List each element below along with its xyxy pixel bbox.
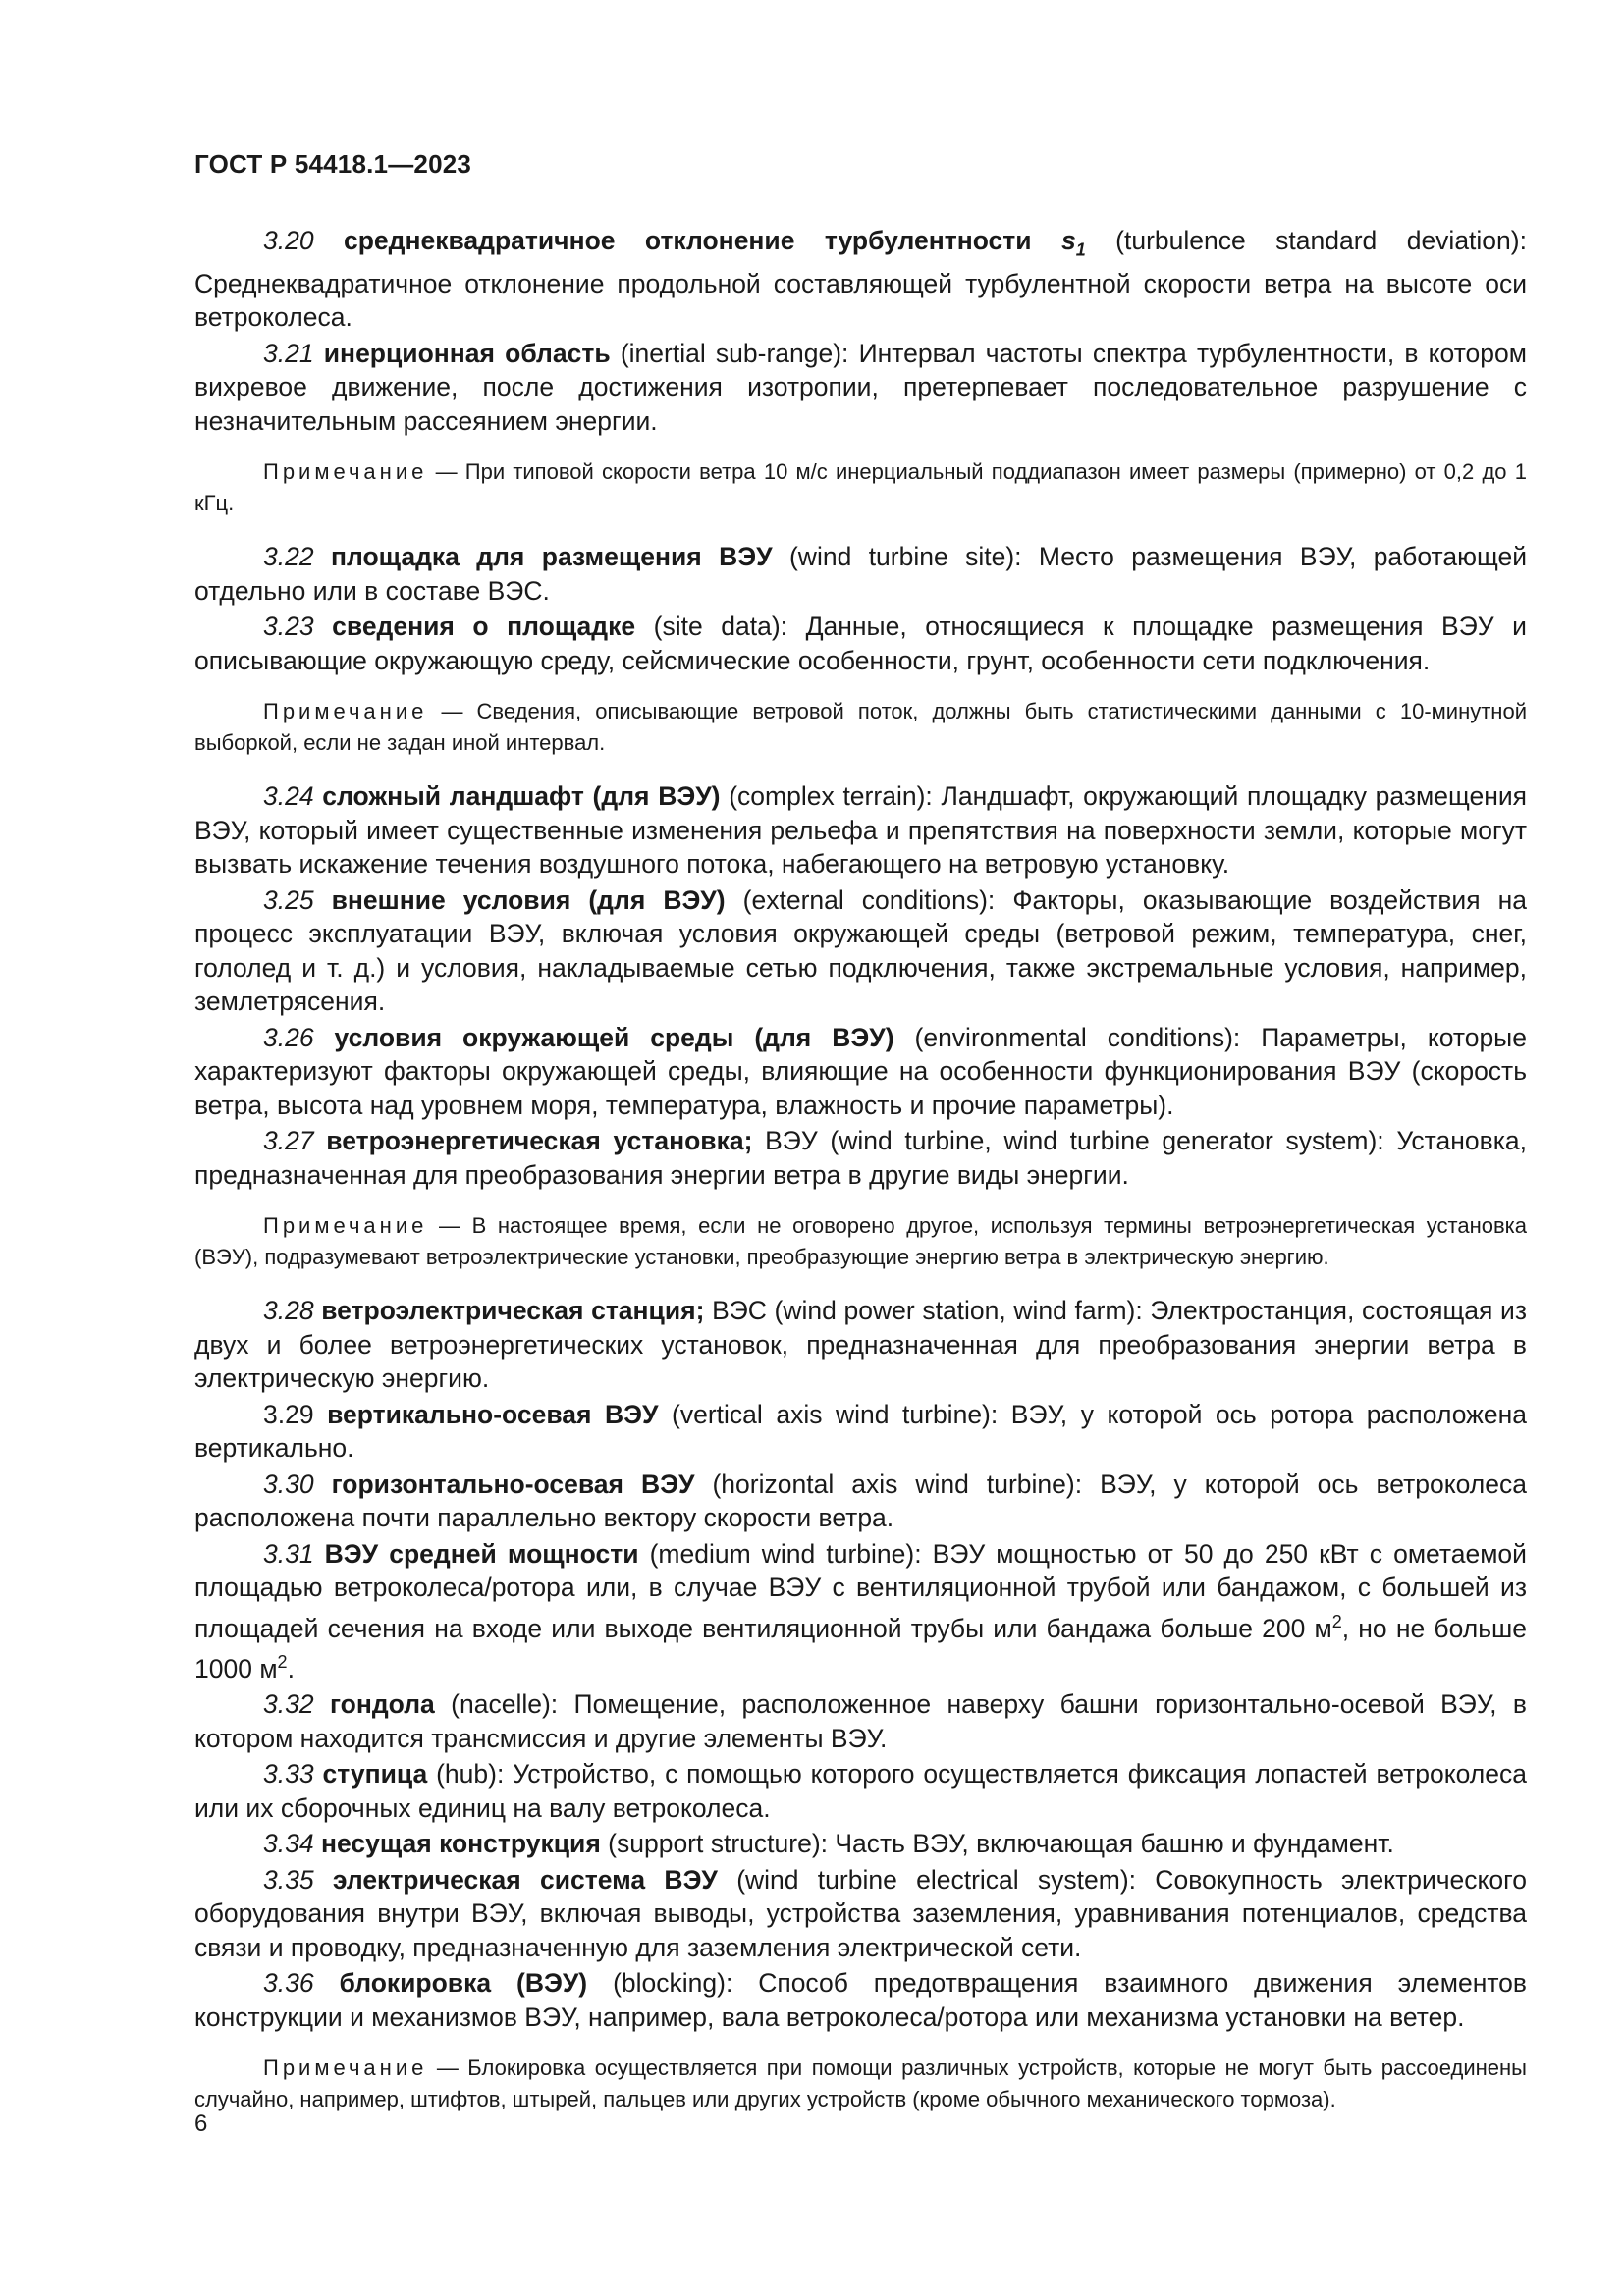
term-title: сведения о площадке [332, 612, 636, 642]
note-text: — Блокировка осуществляется при помощи различных устройств, которые не могут быть рассоединены случайно, например, штифтов, штырей, пальцев или других устройств (кроме обычного механического тормоза). [194, 2056, 1527, 2112]
term-definition: (medium wind turbine): ВЭУ мощностью от 50 до 250 кВт с ометаемой площадью ветроколеса/ротора или, в случае ВЭУ с вентиляционной трубой или бандажом, с большей из площадей сечения на входе или выходе вентиляционной трубы или бандажа больше 200 м [194, 1538, 1527, 1643]
term-title: ВЭУ средней мощности [324, 1538, 639, 1569]
term-title: внешние условия (для ВЭУ) [331, 884, 726, 915]
term-number: 3.27 [263, 1126, 314, 1156]
term-number: 3.24 [263, 781, 314, 812]
term-number: 3.29 [263, 1399, 314, 1429]
note-label: Примечание [263, 1213, 428, 1239]
term-title: несущая конструкция [320, 1829, 601, 1859]
term-definition: (turbulence standard deviation): Среднеквадратичное отклонение продольной составляющей турбулентной скорости ветра на высоте оси ветроколеса. [194, 226, 1527, 333]
term-definition: (complex terrain): Ландшафт, окружающий площадку размещения ВЭУ, который имеет существенные изменения рельефа и препятствия на поверхности земли, которые могут вызвать искажение течения воздушного потока, набегающего на ветровую установку. [194, 781, 1527, 880]
term-title: гондола [329, 1689, 435, 1720]
term-definition: (external conditions): Факторы, оказывающие воздействия на процесс эксплуатации ВЭУ, включая условия окружающей среды (ветровой режим, температура, снег, гололед и т. д.) и условия, накладываемые сетью подключения, также экстремальные условия, например, землетрясения. [194, 884, 1527, 1017]
term-definition: (vertical axis wind turbine): ВЭУ, у которой ось ротора расположена вертикально. [194, 1399, 1527, 1464]
term-definition: (horizontal axis wind turbine): ВЭУ, у которой ось ветроколеса расположена почти параллельно вектору скорости ветра. [194, 1468, 1527, 1533]
term-entry [194, 1537, 1527, 1686]
term-entry [194, 1757, 1527, 1825]
term-title: вертикально-осевая ВЭУ [327, 1399, 659, 1429]
terms-section [194, 224, 1527, 2136]
term-entry [194, 1294, 1527, 1396]
superscript: 2 [277, 1652, 288, 1673]
term-title: горизонтально-осевая ВЭУ [331, 1468, 695, 1499]
term-entry [194, 1827, 1527, 1861]
term-number: 3.26 [263, 1022, 314, 1052]
term-entry [194, 1021, 1527, 1123]
term-entry [194, 337, 1527, 439]
note-label: Примечание [263, 459, 428, 485]
term-definition: (support structure): Часть ВЭУ, включающая башню и фундамент. [608, 1829, 1394, 1859]
note [194, 456, 1527, 519]
term-entry [194, 610, 1527, 677]
term-entry [194, 1687, 1527, 1755]
term-title: электрическая система ВЭУ [332, 1864, 718, 1895]
term-entry [194, 883, 1527, 1019]
term-title: ветроэлектрическая станция; [321, 1296, 705, 1326]
term-definition: (nacelle): Помещение, расположенное наверху башни горизонтально-осевой ВЭУ, в котором находится трансмиссия и другие элементы ВЭУ. [194, 1689, 1527, 1753]
note-text: — Сведения, описывающие ветровой поток, должны быть статистическими данными с 10-минутной выборкой, если не задан иной интервал. [194, 699, 1527, 756]
term-definition: (wind turbine electrical system): Совокупность электрического оборудования внутри ВЭУ, включая выводы, устройства заземления, уравнивания потенциалов, средства связи и проводку, предназначенную для заземления электрической сети. [194, 1864, 1527, 1962]
term-number: 3.20 [263, 226, 314, 255]
term-number: 3.28 [263, 1296, 314, 1326]
term-entry [194, 1398, 1527, 1466]
term-definition-cont: , но не больше 1000 м [194, 1613, 1527, 1683]
term-number: 3.36 [263, 1968, 314, 1999]
term-title: среднеквадратичное отклонение турбулентности [344, 226, 1032, 255]
term-definition: ВЭС (wind power station, wind farm): Электростанция, состоящая из двух и более ветроэнергетических установок, предназначенная для преобразования энергии ветра в электрическую энергию. [194, 1296, 1527, 1394]
term-number: 3.23 [263, 612, 314, 642]
term-title: площадка для размещения ВЭУ [330, 542, 773, 572]
term-number: 3.25 [263, 884, 314, 915]
term-definition: (hub): Устройство, с помощью которого осуществляется фиксация лопастей ветроколеса или их сборочных единиц на валу ветроколеса. [194, 1759, 1527, 1823]
term-number: 3.32 [263, 1689, 314, 1720]
term-title: инерционная область [323, 338, 611, 368]
term-title: ступица [322, 1759, 428, 1789]
document-header: ГОСТ Р 54418.1—2023 [194, 149, 472, 179]
term-title: условия окружающей среды (для ВЭУ) [334, 1022, 894, 1052]
term-title: блокировка (ВЭУ) [339, 1968, 588, 1999]
term-definition: (environmental conditions): Параметры, которые характеризуют факторы окружающей среды, влияющие на особенности функционирования ВЭУ (скорость ветра, высота над уровнем моря, температура, влажность и прочие параметры). [194, 1022, 1527, 1120]
superscript: 2 [1331, 1611, 1342, 1631]
term-entry [194, 224, 1527, 335]
term-number: 3.31 [263, 1538, 314, 1569]
note [194, 696, 1527, 759]
term-entry [194, 779, 1527, 881]
note-label: Примечание [263, 699, 428, 724]
term-definition: ВЭУ (wind turbine, wind turbine generator system): Установка, предназначенная для преобразования энергии ветра в другие виды энергии. [194, 1126, 1527, 1190]
note-label: Примечание [263, 2056, 428, 2081]
note-text: — В настоящее время, если не оговорено другое, используя термины ветроэнергетическая установка (ВЭУ), подразумевают ветроэлектрические установки, преобразующие энергию ветра в электрическую энергию. [194, 1213, 1527, 1270]
term-number: 3.21 [263, 338, 314, 368]
term-definition: (wind turbine site): Место размещения ВЭУ, работающей отдельно или в составе ВЭС. [194, 542, 1528, 606]
note [194, 1210, 1527, 1273]
term-number: 3.33 [263, 1759, 314, 1789]
term-definition-end: . [287, 1653, 295, 1683]
term-title: сложный ландшафт (для ВЭУ) [322, 781, 721, 812]
note-text: — При типовой скорости ветра 10 м/с инерциальный поддиапазон имеет размеры (примерно) от 0,2 до 1 кГц. [194, 459, 1527, 516]
term-entry [194, 540, 1527, 608]
term-number: 3.30 [263, 1468, 314, 1499]
term-definition: (blocking): Способ предотвращения взаимного движения элементов конструкции и механизмов ВЭУ, например, вала ветроколеса/ротора или механизма установки на ветер. [194, 1968, 1527, 2032]
note [194, 2053, 1527, 2115]
term-entry [194, 1124, 1527, 1192]
page-number: 6 [194, 2110, 208, 2137]
term-number: 3.35 [263, 1864, 314, 1895]
term-number: 3.34 [263, 1829, 314, 1859]
term-title: ветроэнергетическая установка; [326, 1126, 753, 1156]
term-symbol: $s_1$ [1060, 226, 1086, 260]
term-entry [194, 1863, 1527, 1965]
term-definition: (site data): Данные, относящиеся к площадке размещения ВЭУ и описывающие окружающую среду, сейсмические особенности, грунт, особенности сети подключения. [194, 612, 1527, 675]
term-entry [194, 1966, 1527, 2034]
term-number: 3.22 [263, 542, 314, 572]
term-definition: (inertial sub-range): Интервал частоты спектра турбулентности, в котором вихревое движение, после достижения изотропии, претерпевает последовательное разрушение с незначительным рассеянием энергии. [194, 338, 1527, 436]
term-entry [194, 1468, 1527, 1535]
